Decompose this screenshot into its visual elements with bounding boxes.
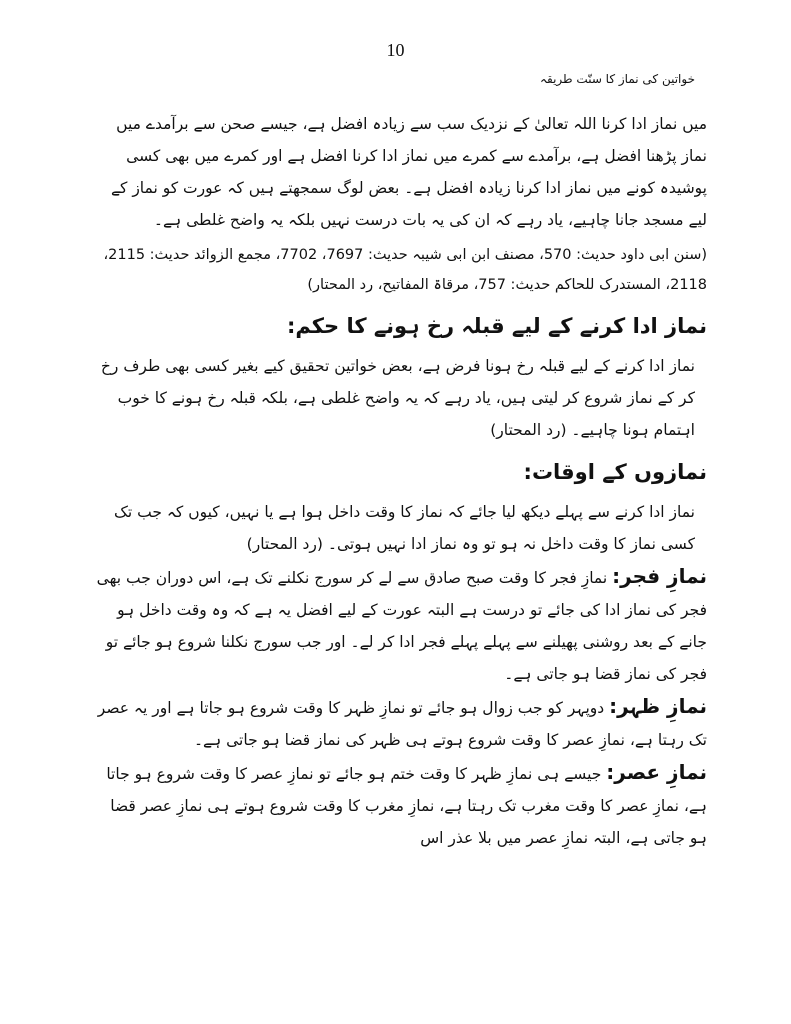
zuhr-label: نمازِ ظہر: — [609, 694, 707, 718]
prayer-times-heading: نمازوں کے اوقات: — [523, 460, 707, 484]
asr-label: نمازِ عصر: — [606, 760, 707, 784]
fajr-label: نمازِ فجر: — [612, 564, 707, 588]
fajr-paragraph — [96, 560, 707, 690]
intro-paragraph: میں نماز ادا کرنا اللہ تعالیٰ کے نزدیک سب سے زیادہ افضل ہے، جیسے صحن سے برآمدے میں نماز پڑھنا افضل ہے، برآمدے سے کمرے میں نماز ادا کرنا افضل ہے اور کمرے میں بھی کسی پوشیدہ کونے میں نماز ادا کرنا زیادہ افضل ہے۔ بعض لوگ سمجھتے ہیں کہ عورت کو نماز کے لیے مسجد جانا چاہیے، یاد رہے کہ ان کی یہ بات درست نہیں بلکہ یہ واضح غلطی ہے۔ — [110, 115, 707, 229]
zuhr-text: دوپہر کو جب زوال ہو جائے تو نمازِ ظہر کا وقت شروع ہو جاتا ہے اور یہ عصر تک رہتا ہے، نمازِ عصر کا وقت شروع ہوتے ہی ظہر کی نماز قضا ہو جاتی ہے۔ — [97, 699, 707, 749]
page-number: 10 — [386, 40, 405, 60]
qibla-paragraph: نماز ادا کرنے کے لیے قبلہ رخ ہونا فرض ہے، بعض خواتین تحقیق کیے بغیر کسی بھی طرف رخ کر کے نماز شروع کر لیتی ہیں، یاد رہے کہ یہ واضح غلطی ہے، بلکہ قبلہ رخ ہونے کا خوب اہتمام ہونا چاہیے۔ (رد المحتار) — [100, 357, 695, 439]
running-header: خواتین کی نماز کا سنّت طریقہ — [539, 72, 695, 86]
page-content — [96, 108, 707, 854]
fajr-text: نمازِ فجر کا وقت صبح صادق سے لے کر سورج نکلنے تک ہے، اس دوران جب بھی فجر کی نماز ادا کی جائے تو درست ہے البتہ عورت کے لیے افضل یہ ہے کہ وہ وقت داخل ہو جانے کے بعد روشنی پھیلنے سے پہلے پہلے فجر ادا کر لے۔ اور جب سورج نکلنا شروع ہو جائے تو فجر کی نماز قضا ہو جاتی ہے۔ — [96, 569, 707, 683]
zuhr-paragraph — [96, 690, 707, 756]
asr-text: جیسے ہی نمازِ ظہر کا وقت ختم ہو جائے تو نمازِ عصر کا وقت شروع ہو جاتا ہے، نمازِ عصر کا وقت مغرب تک رہتا ہے، نمازِ مغرب کا وقت شروع ہوتے ہی نمازِ عصر قضا ہو جاتی ہے، البتہ نمازِ عصر میں بلا عذر اس — [106, 765, 707, 847]
asr-paragraph — [96, 756, 707, 854]
prayer-times-paragraph: نماز ادا کرنے سے پہلے دیکھ لیا جائے کہ نماز کا وقت داخل ہوا ہے یا نہیں، کیوں کہ جب تک کسی نماز کا وقت داخل نہ ہو تو وہ نماز ادا نہیں ہوتی۔ (رد المحتار) — [114, 503, 695, 553]
reference-citation: (سنن ابی داود حدیث: 570، مصنف ابن ابی شیبہ حدیث: 7697، 7702، مجمع الزوائد حدیث: 2115، 2118، المستدرک للحاکم حدیث: 757، مرقاۃ المفاتیح، رد المحتار) — [103, 247, 707, 293]
qibla-heading: نماز ادا کرنے کے لیے قبلہ رخ ہونے کا حکم: — [286, 314, 707, 338]
